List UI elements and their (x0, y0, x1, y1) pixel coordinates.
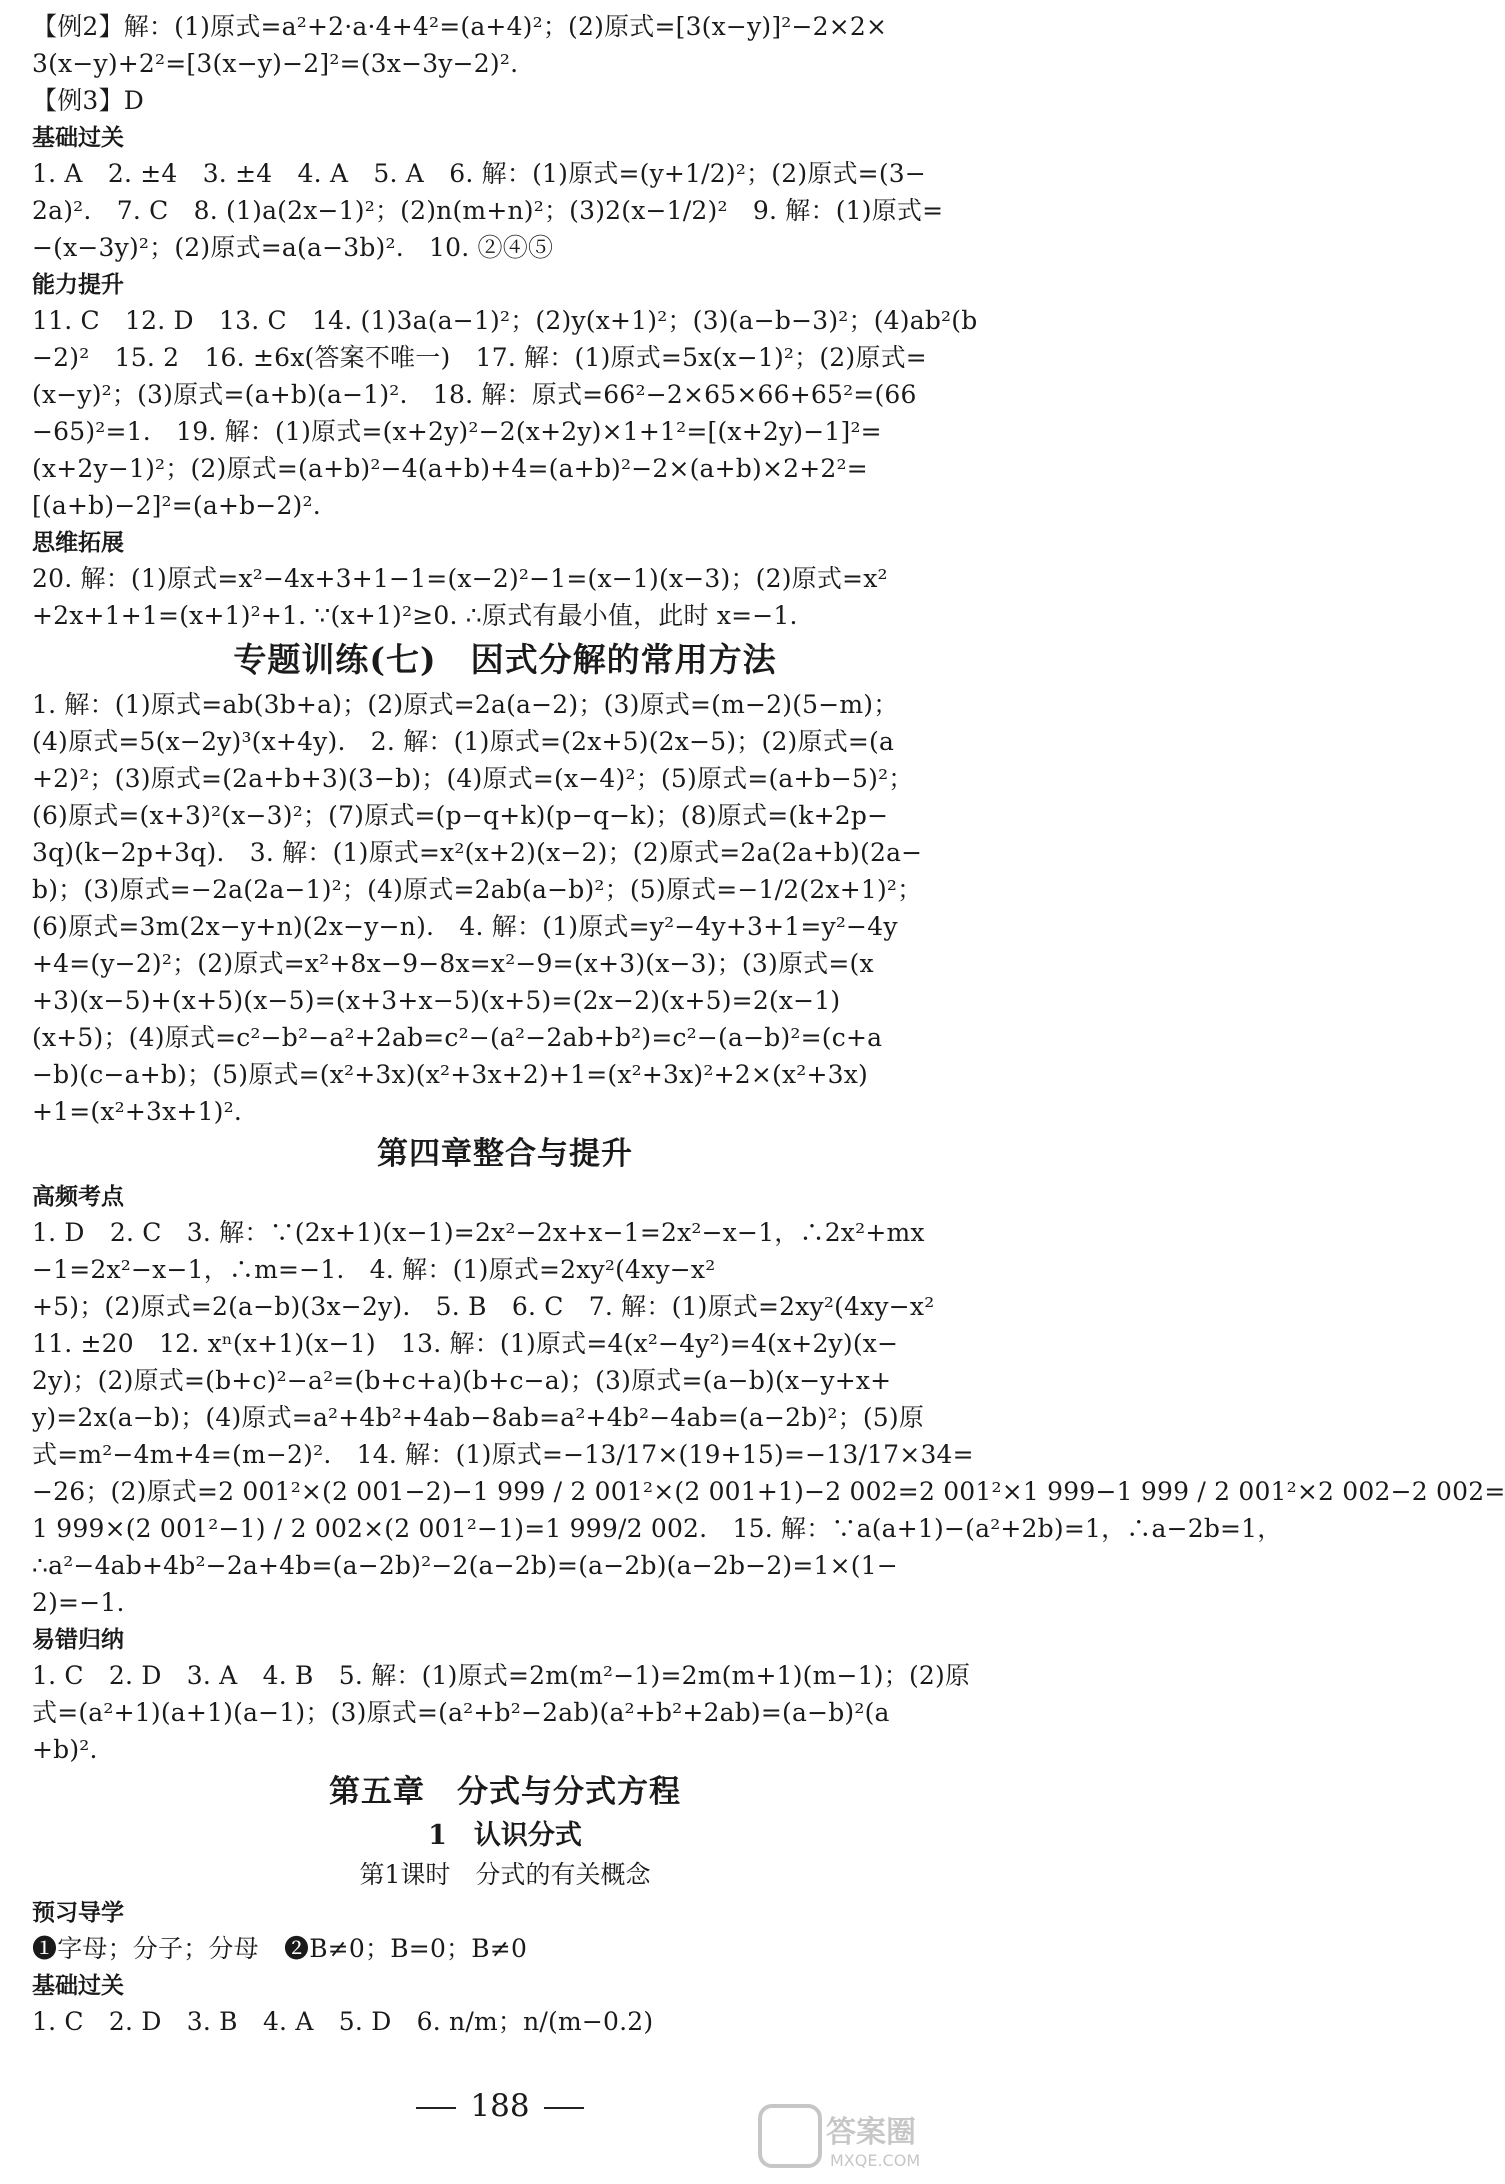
answer-line: 11. ±20 12. xⁿ(x+1)(x−1) 13. 解：(1)原式=4(x²−4y²)=4(x+2y)(x− (32, 1329, 899, 1358)
chapter-title: 第1课时 分式的有关概念 (359, 1860, 651, 1889)
answer-line: −26；(2)原式=2 001²×(2 001−2)−1 999 / 2 001²×(2 001+1)−2 002=2 001²×1 999−1 999 / 2 001²×2 002−2 002= (32, 1477, 1505, 1506)
chapter-title: 专题训练(七) 因式分解的常用方法 (233, 640, 777, 679)
answer-line: 3(x−y)+2²=[3(x−y)−2]²=(3x−3y−2)². (32, 49, 519, 78)
page-number-dash-right (544, 2107, 584, 2109)
page-number-dash-left (416, 2107, 456, 2109)
answer-line: 2)=−1. (32, 1588, 125, 1617)
answer-line: 2a)². 7. C 8. (1)a(2x−1)²；(2)n(m+n)²；(3)2(x−1/2)² 9. 解：(1)原式= (32, 196, 944, 225)
section-heading: 能力提升 (32, 272, 124, 298)
answer-line: +2x+1+1=(x+1)²+1. ∵(x+1)²≥0. ∴原式有最小值，此时 x=−1. (32, 601, 798, 630)
answer-line: ∴a²−4ab+4b²−2a+4b=(a−2b)²−2(a−2b)=(a−2b)(a−2b−2)=1×(1− (32, 1551, 898, 1580)
chapter-title: 第五章 分式与分式方程 (329, 1774, 681, 1810)
answer-line: +b)². (32, 1735, 98, 1764)
answer-line: 1. C 2. D 3. A 4. B 5. 解：(1)原式=2m(m²−1)=2m(m+1)(m−1)；(2)原 (32, 1661, 971, 1690)
answer-line: −1=2x²−x−1，∴m=−1. 4. 解：(1)原式=2xy²(4xy−x² (32, 1255, 716, 1284)
answer-line: +3)(x−5)+(x+5)(x−5)=(x+3+x−5)(x+5)=(2x−2)(x+5)=2(x−1) (32, 986, 841, 1015)
answer-line: 11. C 12. D 13. C 14. (1)3a(a−1)²；(2)y(x+1)²；(3)(a−b−3)²；(4)ab²(b (32, 306, 978, 335)
section-heading: 高频考点 (32, 1184, 124, 1210)
answer-line: 2y)；(2)原式=(b+c)²−a²=(b+c+a)(b+c−a)；(3)原式=(a−b)(x−y+x+ (32, 1366, 892, 1395)
answer-line: b)；(3)原式=−2a(2a−1)²；(4)原式=2ab(a−b)²；(5)原式=−1/2(2x+1)²； (32, 875, 923, 904)
watermark-logo-icon (756, 2100, 986, 2172)
answer-line: −b)(c−a+b)；(5)原式=(x²+3x)(x²+3x+2)+1=(x²+3x)²+2×(x²+3x) (32, 1060, 868, 1089)
answer-line: +4=(y−2)²；(2)原式=x²+8x−9−8x=x²−9=(x+3)(x−3)；(3)原式=(x (32, 949, 874, 978)
section-heading: 预习导学 (32, 1900, 124, 1926)
answer-line: (6)原式=(x+3)²(x−3)²；(7)原式=(p−q+k)(p−q−k)；(8)原式=(k+2p− (32, 801, 889, 830)
answer-line: 式=m²−4m+4=(m−2)². 14. 解：(1)原式=−13/17×(19+15)=−13/17×34= (32, 1440, 974, 1469)
answer-line: 1. A 2. ±4 3. ±4 4. A 5. A 6. 解：(1)原式=(y+1/2)²；(2)原式=(3− (32, 159, 927, 188)
section-heading: 基础过关 (32, 125, 124, 151)
answer-line: (6)原式=3m(2x−y+n)(2x−y−n). 4. 解：(1)原式=y²−4y+3+1=y²−4y (32, 912, 898, 941)
answer-line: −(x−3y)²；(2)原式=a(a−3b)². 10. ②④⑤ (32, 233, 554, 262)
answer-line: 式=(a²+1)(a+1)(a−1)；(3)原式=(a²+b²−2ab)(a²+b²+2ab)=(a−b)²(a (32, 1698, 890, 1727)
answer-line: (x−y)²；(3)原式=(a+b)(a−1)². 18. 解：原式=66²−2×65×66+65²=(66 (32, 380, 917, 409)
svg-text:答案圈: 答案圈 (826, 2115, 916, 2150)
answer-line: (x+2y−1)²；(2)原式=(a+b)²−4(a+b)+4=(a+b)²−2×(a+b)×2+2²= (32, 454, 868, 483)
answer-line: (x+5)；(4)原式=c²−b²−a²+2ab=c²−(a²−2ab+b²)=c²−(a−b)²=(c+a (32, 1023, 883, 1052)
answer-line: 【例2】解：(1)原式=a²+2·a·4+4²=(a+4)²；(2)原式=[3(x−y)]²−2×2× (32, 12, 888, 41)
answer-line: +1=(x²+3x+1)². (32, 1097, 243, 1126)
page-number-text: 188 (470, 2088, 530, 2124)
section-heading: 思维拓展 (32, 530, 124, 556)
answer-line: y)=2x(a−b)；(4)原式=a²+4b²+4ab−8ab=a²+4b²−4ab=(a−2b)²；(5)原 (32, 1403, 925, 1432)
answer-line: −2)² 15. 2 16. ±6x(答案不唯一) 17. 解：(1)原式=5x(x−1)²；(2)原式= (32, 343, 927, 372)
svg-text:MXQE.COM: MXQE.COM (830, 2151, 921, 2170)
chapter-title: 1 认识分式 (428, 1820, 582, 1851)
answer-line: [(a+b)−2]²=(a+b−2)². (32, 491, 321, 520)
answer-line: 1. C 2. D 3. B 4. A 5. D 6. n/m；n/(m−0.2) (32, 2007, 654, 2036)
answer-line: 3q)(k−2p+3q). 3. 解：(1)原式=x²(x+2)(x−2)；(2)原式=2a(2a+b)(2a− (32, 838, 923, 867)
answer-line: −65)²=1. 19. 解：(1)原式=(x+2y)²−2(x+2y)×1+1²=[(x+2y)−1]²= (32, 417, 882, 446)
answer-line: 【例3】D (32, 86, 144, 115)
answer-line: 1. 解：(1)原式=ab(3b+a)；(2)原式=2a(a−2)；(3)原式=(m−2)(5−m)； (32, 690, 899, 719)
answer-line: (4)原式=5(x−2y)³(x+4y). 2. 解：(1)原式=(2x+5)(2x−5)；(2)原式=(a (32, 727, 895, 756)
answer-line: ❶字母；分子；分母 ❷B≠0；B=0；B≠0 (32, 1934, 528, 1963)
answer-line: 1 999×(2 001²−1) / 2 002×(2 001²−1)=1 999/2 002. 15. 解：∵a(a+1)−(a²+2b)=1，∴a−2b=1， (32, 1514, 1283, 1543)
section-heading: 易错归纳 (32, 1627, 124, 1653)
answer-line: +5)；(2)原式=2(a−b)(3x−2y). 5. B 6. C 7. 解：(1)原式=2xy²(4xy−x² (32, 1292, 935, 1321)
answer-line: 1. D 2. C 3. 解：∵(2x+1)(x−1)=2x²−2x+x−1=2x²−x−1，∴2x²+mx (32, 1218, 925, 1247)
answer-line: +2)²；(3)原式=(2a+b+3)(3−b)；(4)原式=(x−4)²；(5)原式=(a+b−5)²； (32, 764, 914, 793)
answer-page (32, 8, 1505, 2040)
answer-line: 20. 解：(1)原式=x²−4x+3+1−1=(x−2)²−1=(x−1)(x−3)；(2)原式=x² (32, 564, 888, 593)
chapter-title: 第四章整合与提升 (377, 1136, 633, 1172)
section-heading: 基础过关 (32, 1973, 124, 1999)
